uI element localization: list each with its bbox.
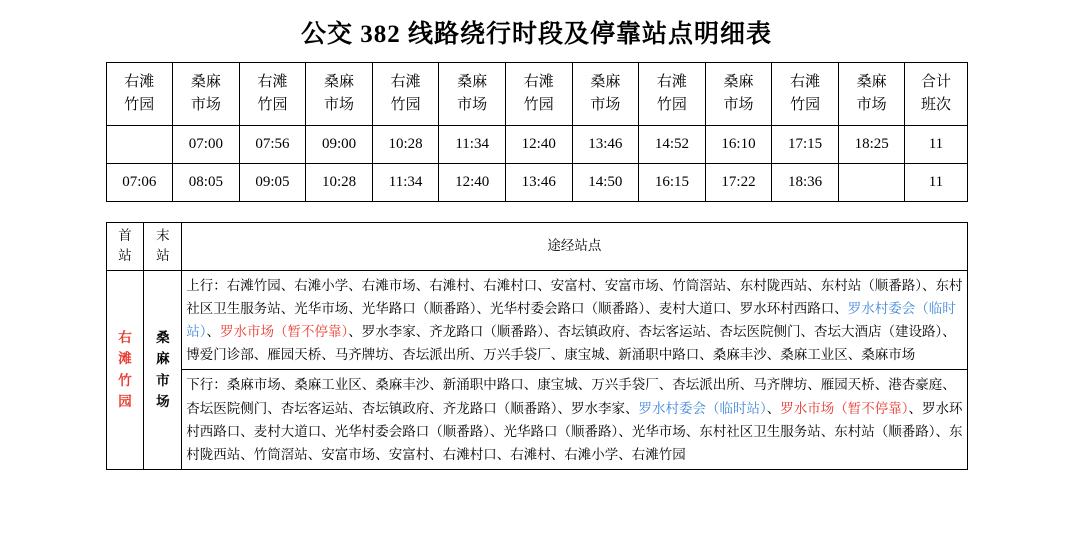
schedule-cell-total: 11 bbox=[905, 164, 967, 202]
schedule-cell: 07:06 bbox=[106, 164, 173, 202]
downward-segment-1: 桑麻市场、桑麻工业区、桑麻丰沙、新涌职中路口、康宝城、万兴手袋厂、杏坛派出所、马齐牌坊、雁园天桥、港杏豪庭、杏坛医院侧门、杏坛客运站、杏坛镇政府、齐龙路口（顺番路）、罗水李家、 bbox=[186, 377, 956, 416]
schedule-header-cell bbox=[572, 63, 639, 126]
header-line-1: 右滩 bbox=[523, 73, 554, 90]
schedule-cell: 10:28 bbox=[306, 164, 373, 202]
header-line-1: 右滩 bbox=[656, 73, 687, 90]
downward-label: 下行： bbox=[186, 377, 227, 393]
schedule-cell: 11:34 bbox=[439, 126, 506, 164]
schedule-header-cell-total bbox=[905, 63, 967, 126]
upward-segment-2: 、罗水李家、齐龙路口（顺番路）、杏坛镇政府、杏坛客运站、杏坛医院侧门、杏坛大酒店（建设路）、博爱门诊部、雁园天桥、马齐牌坊、杏坛派出所、万兴手袋厂、康宝城、新涌职中路口、桑麻丰沙、桑麻工业区、桑麻市场 bbox=[186, 323, 956, 363]
downward-temp-stop: 罗水村委会（临时站） bbox=[638, 400, 767, 416]
header-line-1: 桑麻 bbox=[190, 73, 221, 90]
schedule-cell: 14:50 bbox=[572, 164, 639, 202]
schedule-cell: 11:34 bbox=[372, 164, 439, 202]
header-line-1: 桑麻 bbox=[723, 73, 754, 90]
schedule-cell: 09:05 bbox=[239, 164, 306, 202]
page-title: 公交 382 线路绕行时段及停靠站点明细表 bbox=[300, 21, 772, 48]
header-line-1: 桑麻 bbox=[856, 73, 887, 90]
stops-header-row bbox=[106, 223, 967, 271]
header-line-2: 竹园 bbox=[790, 97, 821, 113]
schedule-cell: 10:28 bbox=[372, 126, 439, 164]
header-line-2: 班次 bbox=[920, 97, 951, 113]
downward-skipped-stop: 罗水市场（暂不停靠） bbox=[780, 400, 909, 416]
header-line-1: 末 bbox=[156, 228, 170, 243]
schedule-row bbox=[106, 126, 967, 164]
schedule-header-cell bbox=[838, 63, 905, 126]
schedule-header-row bbox=[106, 63, 967, 126]
route-char: 麻 bbox=[156, 351, 170, 367]
schedule-table bbox=[106, 62, 968, 202]
schedule-header-cell bbox=[505, 63, 572, 126]
schedule-cell: 09:00 bbox=[306, 126, 373, 164]
stops-header-via: 途经站点 bbox=[182, 223, 967, 271]
schedule-cell: 18:36 bbox=[772, 164, 839, 202]
schedule-header-cell bbox=[173, 63, 240, 126]
upward-skipped-stop: 罗水市场（暂不停靠） bbox=[220, 323, 349, 339]
header-line-1: 桑麻 bbox=[457, 73, 488, 90]
route-first-station bbox=[106, 270, 144, 470]
route-char: 右 bbox=[118, 329, 132, 345]
downward-separator-1: 、 bbox=[766, 400, 781, 416]
schedule-header-cell bbox=[439, 63, 506, 126]
route-char: 桑 bbox=[156, 329, 170, 345]
schedule-cell: 13:46 bbox=[505, 164, 572, 202]
schedule-cell-total: 11 bbox=[905, 126, 967, 164]
header-line-2: 市场 bbox=[856, 97, 887, 113]
header-line-2: 市场 bbox=[190, 97, 221, 113]
document-page bbox=[0, 14, 1073, 542]
upward-separator-1: 、 bbox=[206, 323, 220, 339]
header-line-1: 合计 bbox=[920, 73, 951, 90]
schedule-table-wrapper bbox=[106, 62, 968, 202]
header-line-2: 竹园 bbox=[257, 97, 288, 113]
schedule-cell bbox=[106, 126, 173, 164]
schedule-row bbox=[106, 164, 967, 202]
schedule-cell: 13:46 bbox=[572, 126, 639, 164]
header-line-2: 市场 bbox=[723, 97, 754, 113]
upward-temp-stop: 罗水村委会（临时站） bbox=[186, 300, 956, 339]
header-line-1: 首 bbox=[118, 228, 132, 243]
schedule-cell: 08:05 bbox=[173, 164, 240, 202]
header-line-1: 右滩 bbox=[790, 73, 821, 90]
schedule-cell: 14:52 bbox=[639, 126, 706, 164]
schedule-cell: 16:10 bbox=[705, 126, 772, 164]
header-line-2: 竹园 bbox=[124, 97, 155, 113]
schedule-header-cell bbox=[306, 63, 373, 126]
schedule-cell: 12:40 bbox=[505, 126, 572, 164]
route-char: 园 bbox=[118, 394, 132, 410]
route-char: 滩 bbox=[118, 351, 132, 367]
header-line-1: 右滩 bbox=[390, 73, 421, 90]
header-line-2: 竹园 bbox=[523, 97, 554, 113]
header-line-2: 站 bbox=[118, 248, 132, 264]
downward-segment-2: 、罗水环村西路口、麦村大道口、光华村委会路口（顺番路）、光华路口（顺番路）、光华市场、东村社区卫生服务站、东村站（顺番路）、东村陇西站、竹筒滘站、安富市场、安富村、右滩村口、右滩村、右滩小学、右滩竹园 bbox=[186, 400, 963, 463]
stops-body-row bbox=[106, 270, 967, 370]
stops-table-wrapper bbox=[106, 222, 968, 470]
route-char: 竹 bbox=[118, 372, 132, 388]
upward-segment-1: 右滩竹园、右滩小学、右滩市场、右滩村、右滩村口、安富村、安富市场、竹筒滘站、东村陇西站、东村站（顺番路）、东村社区卫生服务站、光华市场、光华路口（顺番路）、光华村委会路口（顺番路）、麦村大道口、罗水环村西路口、 bbox=[186, 277, 963, 316]
schedule-cell: 07:56 bbox=[239, 126, 306, 164]
upward-label: 上行： bbox=[186, 277, 227, 293]
header-line-2: 市场 bbox=[590, 97, 621, 113]
schedule-header-cell bbox=[772, 63, 839, 126]
route-char: 市 bbox=[156, 372, 170, 388]
header-line-1: 桑麻 bbox=[324, 73, 355, 90]
stops-header-first-station bbox=[106, 223, 144, 271]
schedule-header-cell bbox=[372, 63, 439, 126]
header-line-2: 站 bbox=[156, 248, 170, 264]
schedule-cell: 17:15 bbox=[772, 126, 839, 164]
stops-header-last-station bbox=[144, 223, 182, 271]
schedule-cell: 18:25 bbox=[838, 126, 905, 164]
stops-body-row bbox=[106, 370, 967, 470]
schedule-header-cell bbox=[705, 63, 772, 126]
downward-route-cell bbox=[182, 370, 967, 470]
route-last-station bbox=[144, 270, 182, 470]
schedule-cell: 12:40 bbox=[439, 164, 506, 202]
stops-table bbox=[106, 222, 968, 470]
upward-route-cell bbox=[182, 270, 967, 370]
schedule-cell: 17:22 bbox=[705, 164, 772, 202]
schedule-cell bbox=[838, 164, 905, 202]
schedule-header-cell bbox=[106, 63, 173, 126]
header-line-2: 竹园 bbox=[656, 97, 687, 113]
schedule-cell: 07:00 bbox=[173, 126, 240, 164]
header-line-1: 右滩 bbox=[124, 73, 155, 90]
header-line-2: 市场 bbox=[324, 97, 355, 113]
header-line-2: 市场 bbox=[457, 97, 488, 113]
header-line-1: 桑麻 bbox=[590, 73, 621, 90]
header-line-2: 竹园 bbox=[390, 97, 421, 113]
schedule-header-cell bbox=[239, 63, 306, 126]
header-line-1: 右滩 bbox=[257, 73, 288, 90]
route-char: 场 bbox=[156, 394, 170, 410]
schedule-cell: 16:15 bbox=[639, 164, 706, 202]
schedule-header-cell bbox=[639, 63, 706, 126]
